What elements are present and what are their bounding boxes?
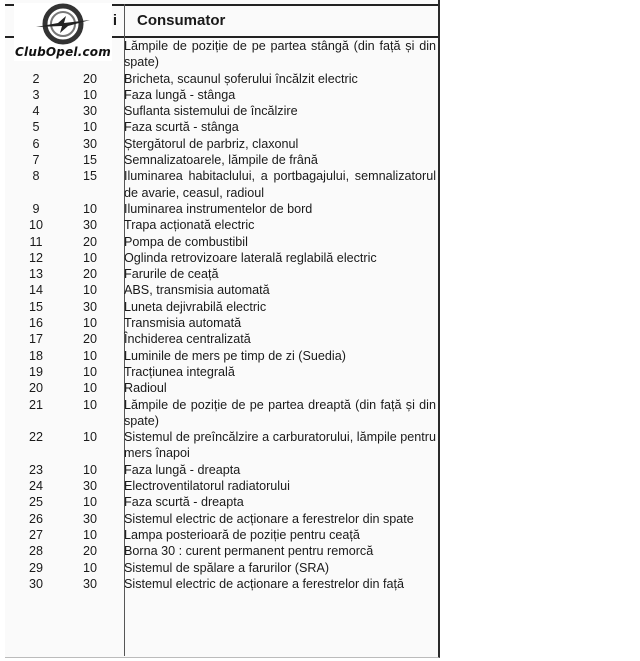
consumer-description: Faza lungă - stânga (124, 87, 236, 102)
consumer-description: Sistemul electric de acționare a ferestrelor din spate (124, 511, 414, 526)
table-row (5, 397, 438, 430)
fuse-number: 12 (28, 250, 43, 265)
consumer-description: Tracțiunea integrală (124, 364, 235, 379)
table-row (5, 71, 438, 87)
consumer-description: Luminile de mers pe timp de zi (Suedia) (124, 348, 346, 363)
table-row (5, 136, 438, 152)
table-row (5, 119, 438, 135)
fuse-number: 23 (28, 462, 43, 477)
fuse-number: 21 (28, 397, 43, 412)
fuse-table (5, 38, 438, 592)
fuse-amperage: 10 (82, 381, 97, 396)
fuse-number: 16 (28, 316, 43, 331)
consumer-description: ABS, transmisia automată (124, 283, 270, 298)
fuse-number: 2 (32, 71, 40, 86)
fuse-number: 27 (28, 527, 43, 542)
table-row (5, 315, 438, 331)
fuse-number: 13 (28, 267, 43, 282)
fuse-number: 30 (28, 576, 43, 591)
consumer-description: Radioul (124, 381, 167, 396)
fuse-number: 19 (28, 364, 43, 379)
logo-text: ClubOpel.com (15, 45, 111, 59)
fuse-number: 22 (28, 430, 43, 445)
fuse-amperage: 20 (82, 332, 97, 347)
fuse-amperage: 10 (82, 462, 97, 477)
fuse-amperage: 30 (82, 104, 97, 119)
fuse-amperage: 10 (82, 283, 97, 298)
fuse-amperage: 20 (82, 544, 97, 559)
fuse-number: 28 (28, 544, 43, 559)
fuse-number: 6 (32, 136, 40, 151)
fuse-amperage: 30 (82, 136, 97, 151)
fuse-number: 29 (28, 560, 43, 575)
consumer-description: Oglinda retrovizoare laterală reglabilă electric (124, 250, 377, 265)
consumer-description: Electroventilatorul radiatorului (124, 479, 290, 494)
table-row (5, 543, 438, 559)
table-row (5, 168, 438, 201)
consumer-description: Semnalizatoarele, lămpile de frână (124, 153, 318, 168)
consumer-description: Iluminarea habitaclului, a portbagajului, semnalizatorul de avarie, ceasul, radioul (124, 169, 436, 200)
fuse-number: 5 (32, 120, 40, 135)
consumer-description: Faza scurtă - stânga (124, 120, 239, 135)
table-row (5, 527, 438, 543)
fuse-amperage: 20 (82, 267, 97, 282)
fuse-amperage: 10 (82, 527, 97, 542)
consumer-description: Lămpile de poziție de pe partea dreaptă (din față și din spate) (124, 397, 436, 428)
table-row (5, 282, 438, 298)
fuse-amperage: 10 (82, 201, 97, 216)
fuse-amperage: 10 (82, 495, 97, 510)
fuse-amperage: 30 (82, 511, 97, 526)
consumer-description: Transmisia automată (124, 316, 242, 331)
fuse-amperage: 30 (82, 218, 97, 233)
fuse-number: 24 (28, 479, 43, 494)
table-row (5, 87, 438, 103)
fuse-amperage: 10 (82, 430, 97, 445)
fuse-amperage: 20 (82, 71, 97, 86)
fuse-amperage: 10 (82, 87, 97, 102)
table-row (5, 511, 438, 527)
fuse-number: 4 (32, 104, 40, 119)
fuse-amperage: 10 (82, 397, 97, 412)
consumer-description: Închiderea centralizată (124, 332, 251, 347)
consumer-description: Suflanta sistemului de încălzire (124, 104, 298, 119)
fuse-number: 11 (29, 234, 43, 249)
fuse-number: 20 (28, 381, 43, 396)
fuse-amperage: 20 (82, 234, 97, 249)
table-row (5, 299, 438, 315)
table-row (5, 462, 438, 478)
consumer-description: Sistemul de preîncălzire a carburatorului, lămpile pentru mers înapoi (124, 430, 436, 461)
fuse-amperage: 10 (82, 120, 97, 135)
table-row (5, 38, 438, 71)
fuse-number: 17 (28, 332, 43, 347)
fuse-number: 14 (28, 283, 43, 298)
consumer-description: Iluminarea instrumentelor de bord (124, 201, 313, 216)
table-row (5, 380, 438, 396)
table-row (5, 217, 438, 233)
fuse-number: 3 (32, 87, 40, 102)
consumer-description: Bricheta, scaunul șoferului încălzit electric (124, 71, 358, 86)
table-row (5, 429, 438, 462)
table-row (5, 103, 438, 119)
fuse-number: 9 (32, 201, 40, 216)
fuse-number: 15 (28, 299, 43, 314)
fuse-amperage: 10 (82, 560, 97, 575)
fuse-amperage: 30 (82, 479, 97, 494)
fuse-amperage: 15 (82, 169, 97, 184)
table-row (5, 348, 438, 364)
consumer-description: Lămpile de poziție de pe partea stângă (din față și din spate) (124, 39, 436, 70)
fuse-number: 18 (28, 348, 43, 363)
consumer-description: Trapa acționată electric (124, 218, 255, 233)
fuse-amperage: 10 (82, 316, 97, 331)
fuse-number: 8 (32, 169, 40, 184)
table-row (5, 364, 438, 380)
table-row (5, 234, 438, 250)
consumer-description: Faza lungă - dreapta (124, 462, 241, 477)
table-row (5, 576, 438, 592)
fuse-amperage: 10 (82, 348, 97, 363)
fuse-amperage: 30 (82, 299, 97, 314)
table-row (5, 250, 438, 266)
table-row (5, 266, 438, 282)
header-amp-fragment: i (112, 12, 117, 29)
fuse-amperage: 10 (82, 364, 97, 379)
fuse-number: 10 (28, 218, 43, 233)
fuse-amperage: 30 (82, 576, 97, 591)
table-row (5, 152, 438, 168)
fuse-amperage: 15 (82, 153, 97, 168)
consumer-description: Sistemul de spălare a farurilor (SRA) (124, 560, 330, 575)
consumer-description: Sistemul electric de acționare a ferestrelor din față (124, 576, 404, 591)
table-row (5, 478, 438, 494)
table-row (5, 331, 438, 347)
table-row (5, 201, 438, 217)
consumer-description: Faza scurtă - dreapta (124, 495, 244, 510)
header-consumer: Consumator (137, 12, 226, 29)
consumer-description: Borna 30 : curent permanent pentru remorcă (124, 544, 374, 559)
fuse-number: 7 (32, 153, 40, 168)
consumer-description: Farurile de ceață (124, 267, 219, 282)
consumer-description: Ștergătorul de parbriz, claxonul (124, 136, 299, 151)
table-row (5, 560, 438, 576)
table-row (5, 494, 438, 510)
consumer-description: Pompa de combustibil (124, 234, 248, 249)
fuse-number: 25 (28, 495, 43, 510)
fuse-number: 26 (28, 511, 43, 526)
consumer-description: Luneta dejivrabilă electric (124, 299, 267, 314)
fuse-amperage: 10 (82, 250, 97, 265)
consumer-description: Lampa posterioară de poziție pentru ceață (124, 527, 360, 542)
